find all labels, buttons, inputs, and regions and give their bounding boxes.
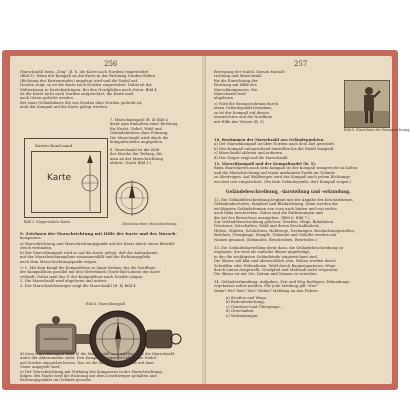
- text-line: Marschzahl) beim „Zeig“ (d. h. die Karte nach Norden) eingerichtet: [20, 70, 149, 74]
- compass-on-map-icon: [77, 153, 103, 213]
- text-line: abgelesen.: [214, 96, 235, 101]
- left-page-number: 256: [104, 60, 118, 68]
- text-line: die Art des Bewuchses anzugeben. (Bild 6, Bild 7.): [214, 215, 310, 220]
- text-line: abliest. (Nach Bild 3.): [110, 161, 152, 166]
- text-line: Brücken, Übergänge, Sümpfe. Gebäude und Gehöfte werden mit: [214, 233, 337, 238]
- text-line: 14. Geländeerkundung: Aufgaben, Zeit und Weg festlegen; Erkundungs-: [214, 280, 351, 284]
- map-orientation-figure: [24, 138, 108, 218]
- text-line: 11. Marschkompaß und der Kompaßnadel (B. 5).: [214, 162, 317, 166]
- text-line: Mißweisung zu berücksichtigen. Bei den Nordpfeilen nach Osten. Bild 4: [20, 87, 157, 92]
- book: [2, 50, 410, 390]
- text-line: so ist der Kompaß auf diesen: [214, 110, 269, 115]
- text-line: 12. Die Geländebeschreibung beginnt mit der Angabe des beschriebenen: [214, 198, 353, 202]
- text-line: b) Der Marschkompaß wird so auf die Karte gelegt, daß die Anlegekante: [20, 250, 158, 255]
- text-line: Wann? Wo? Was? Wie? Wohin? Meldung an den Führer.: [214, 288, 319, 293]
- map-edge-label: Karten-Rand nand: [35, 143, 73, 148]
- text-line: Höhen, Mulden, Schluchten, Hohlwege, Deckungen, Beobachtungsstellen,: [214, 228, 355, 233]
- text-line: Geländeabschnitts, Standort und Blickrichtung. Dann werden die: [214, 202, 338, 207]
- map-label: Karte: [47, 173, 72, 183]
- text-line: c) Gewässer und Übergänge,: [226, 304, 281, 309]
- text-line: und die Marschrichtung auf einen markanten Punkt im Gelände: [214, 170, 336, 175]
- text-line: (Richtung des Kartenrandes) angelegt wird und die Nadel auf: [20, 78, 138, 83]
- text-line: der Striche der Teilung, die: [110, 152, 163, 157]
- text-line: a) Straßen und Wege,: [226, 296, 268, 300]
- text-line: e) Verbindungen.: [226, 313, 259, 318]
- text-line: für Nacht, Nebel, Wald und: [110, 126, 162, 131]
- text-line: (Bild 3). Wenn der Kompaß an die Karte in der Richtung Norden-Süden: [20, 74, 155, 79]
- text-line: mit der Marschrichtungslinie zusammenfällt und die Richtungspfeile: [20, 255, 151, 260]
- text-line: Norden zeigt, so ist die Karte nach Norden eingerichtet. Dabei ist die: [20, 83, 152, 88]
- text-line: Gewässer, Ortschaften, Wald und deren Beschaffenheit;: [214, 224, 320, 229]
- text-line: d) Der Zeiger zeigt auf die Marschzahl.: [214, 155, 289, 160]
- left-page: [10, 56, 202, 384]
- section-heading: 9. Zeichnen der Marschrichtung mit Hilfe der Karte und des Marsch-: [20, 231, 178, 236]
- text-line: zu übertragen. Auf Waldwegen wird der Kompaß nach jedem Richtungs-: [214, 175, 351, 180]
- text-line: c) 1. Mit dem Knopf die Kompaßdose so lange drehen, bis die Nordlinie: [20, 266, 156, 270]
- text-line: einen Geländepunkt bestimmt,: [214, 106, 273, 111]
- text-line: a) Marschrichtung und Marschrichtungspunkt auf der Karte durch einen Bleistift-: [20, 242, 176, 246]
- soldier-figure-icon: [345, 81, 389, 127]
- text-line: Die Marschzahl wird durch die: [110, 135, 169, 140]
- text-line: 10. Bestimmen der Marschzahl aus Geländepunkten.: [214, 138, 325, 142]
- figure-4-caption: Bild 4. Marschkompaß.: [86, 302, 127, 306]
- text-line: Marschzahl wird: [214, 92, 246, 96]
- section-heading: Geländebeschreibung, -darstellung und -erkundung.: [226, 189, 351, 194]
- text-line: Visier angepeilt wird.: [20, 365, 61, 370]
- text-line: ergebnisse sofort melden. Für jede Meldung gilt: Wer?: [214, 284, 318, 289]
- text-line: Die Skizze ist mit Ort, Datum und Namen zu versehen.: [214, 272, 318, 277]
- text-line: auf Norden einspielen lassen. Das ist die Marschrichtung, die mit dem: [20, 360, 154, 365]
- text-line: d) Ortschaften,: [226, 309, 255, 314]
- text-line: für die Einrichtung der: [214, 78, 258, 83]
- text-line: der Kompaßdose parallel mit den Gitterlinien (Nord-Süd-Linien) der Karte: [20, 270, 161, 275]
- text-line: Richtung mit Hilfe des: [214, 83, 257, 88]
- text-line: wechsel neu eingerichtet. (Wo kein Geländepunkt, dort Kompaß zeigen.): [214, 179, 352, 184]
- text-line: Kompaßscheibe angegeben.: [110, 140, 164, 144]
- text-line: verläuft. Dabei muß das N der Kompaßdose nach Norden zeigen.: [20, 274, 144, 279]
- text-line: Richtungspunkte im Gelände gesucht.: [20, 378, 93, 383]
- text-line: Bei einer Geländekarte die von Norden über Norden gedreht ist,: [20, 100, 143, 105]
- text-line: in der die wichtigsten Geländeteile eingezeichnet sind.: [214, 254, 319, 259]
- text-line: 8. Marschzahl ist die Zahl: [110, 148, 160, 152]
- right-page-number: 257: [294, 60, 308, 68]
- text-line: wichtigsten Geländeformen von vorn nach hinten und von rechts: [214, 206, 337, 211]
- text-line: 3. Der Marschzahlenzeiger zeigt die Marschzahl (B. 4) Bild 4.: [20, 283, 137, 288]
- text-line: a) Der Marschkompaß ist über Norden nach dem Ziel gerichtet.: [214, 142, 336, 147]
- text-line: Beim Marschieren nach dem Kompaß ist der Kompaß waagerecht zu halten: [214, 166, 358, 171]
- text-line: c) Wird die Bezugsrichtung durch: [214, 102, 278, 106]
- text-line: c) Marschzahl ablesen und notieren.: [214, 151, 284, 156]
- text-line: 7. Marschkompaß (B. 4) Bild 4: [110, 118, 168, 122]
- right-page: [206, 56, 410, 384]
- text-line: mit Hilfe des Visiers (B. 5).: [214, 119, 266, 124]
- text-line: b) Bodenbedeckung,: [226, 300, 265, 305]
- text-line: Schraffen oder Höhenlinien, Wald durch Baumsignaturen, Wege: [214, 263, 336, 268]
- text-line: kompasses.: [20, 236, 42, 241]
- text-line: e) Der Marschrichtung mit Wirkung des Kompasses in der Marschrichtung: [20, 369, 162, 374]
- small-compass-icon: [110, 176, 154, 220]
- text-line: Namen genannt. (Erkunden, Beschreiben, Beurteilen.): [214, 237, 318, 242]
- text-line: dient zum Einhalten einer Richtung: [110, 122, 178, 127]
- text-line: 2. Die Marschzahl wird abgelesen und notiert.: [20, 279, 108, 284]
- text-line: ergänzen. Sie wird als einfache Skizze angefertigt,: [214, 250, 311, 255]
- text-line: nach links beschrieben. Dabei sind die Entfernungen und: [214, 211, 323, 216]
- text-line: man an der Marschrichtung: [110, 156, 164, 161]
- text-line: richtung und Marschzahl: [214, 74, 262, 79]
- text-line: strich verbinden.: [20, 246, 53, 251]
- text-line: Marschkompasses. Die: [214, 87, 258, 92]
- text-line: einzurichten und die Nordlinie: [214, 115, 273, 120]
- text-line: folgen. Bei Nacht wird die Richtung mit dem Leuchtzeiger gehalten und: [20, 374, 157, 378]
- text-line: d) Dem Marschkompaß (Bild 4) die Marschzahl so einstellen, daß die Marschzahl: [20, 352, 175, 356]
- text-line: Geländebreiten ohne Führung.: [110, 131, 169, 136]
- text-line: ist die Karte nicht nach Norden aufgerichtet, die Karte muß: [20, 92, 134, 96]
- figure-3-caption: Bild 3. Eingerichtete Karte.: [24, 220, 72, 224]
- text-line: durch Linien dargestellt. Nordpfeil und Maßstab nicht vergessen.: [214, 268, 339, 272]
- text-line: b) Den Kompaß entsprechend einstellen bis die Nadel einspielt.: [214, 146, 335, 151]
- text-line: 13. Die Geländedarstellung dient dazu, die Geländebeschreibung zu: [214, 246, 344, 250]
- text-line: Die Skizze soll klar und übersichtlich sein; Höhen werden durch: [214, 259, 336, 264]
- figure-5-caption: Bild 5. Einrichten der Bezugsrichtung.: [344, 128, 410, 132]
- text-line: unter der Ablesemarke steht. Den Kompaß waagrecht halten, die Nadel: [20, 356, 156, 361]
- text-line: Bewegung der Nadel. Darum Marsch-: [214, 70, 286, 74]
- soldier-photo: [344, 80, 390, 128]
- text-line: Zur Geländebeschreibung gehören: Straßen, Wege, Bahnlinien,: [214, 220, 335, 224]
- text-line: nach Osten gedreht werden.: [20, 96, 74, 101]
- text-line: nach dem Marschrichtungspunkt zeigen.: [20, 259, 98, 264]
- text-line: muß der Kompaß auf die Karte gelegt werden.: [20, 105, 109, 110]
- compass-note-caption: Zeichnen einer Marschrichtung: [122, 222, 177, 226]
